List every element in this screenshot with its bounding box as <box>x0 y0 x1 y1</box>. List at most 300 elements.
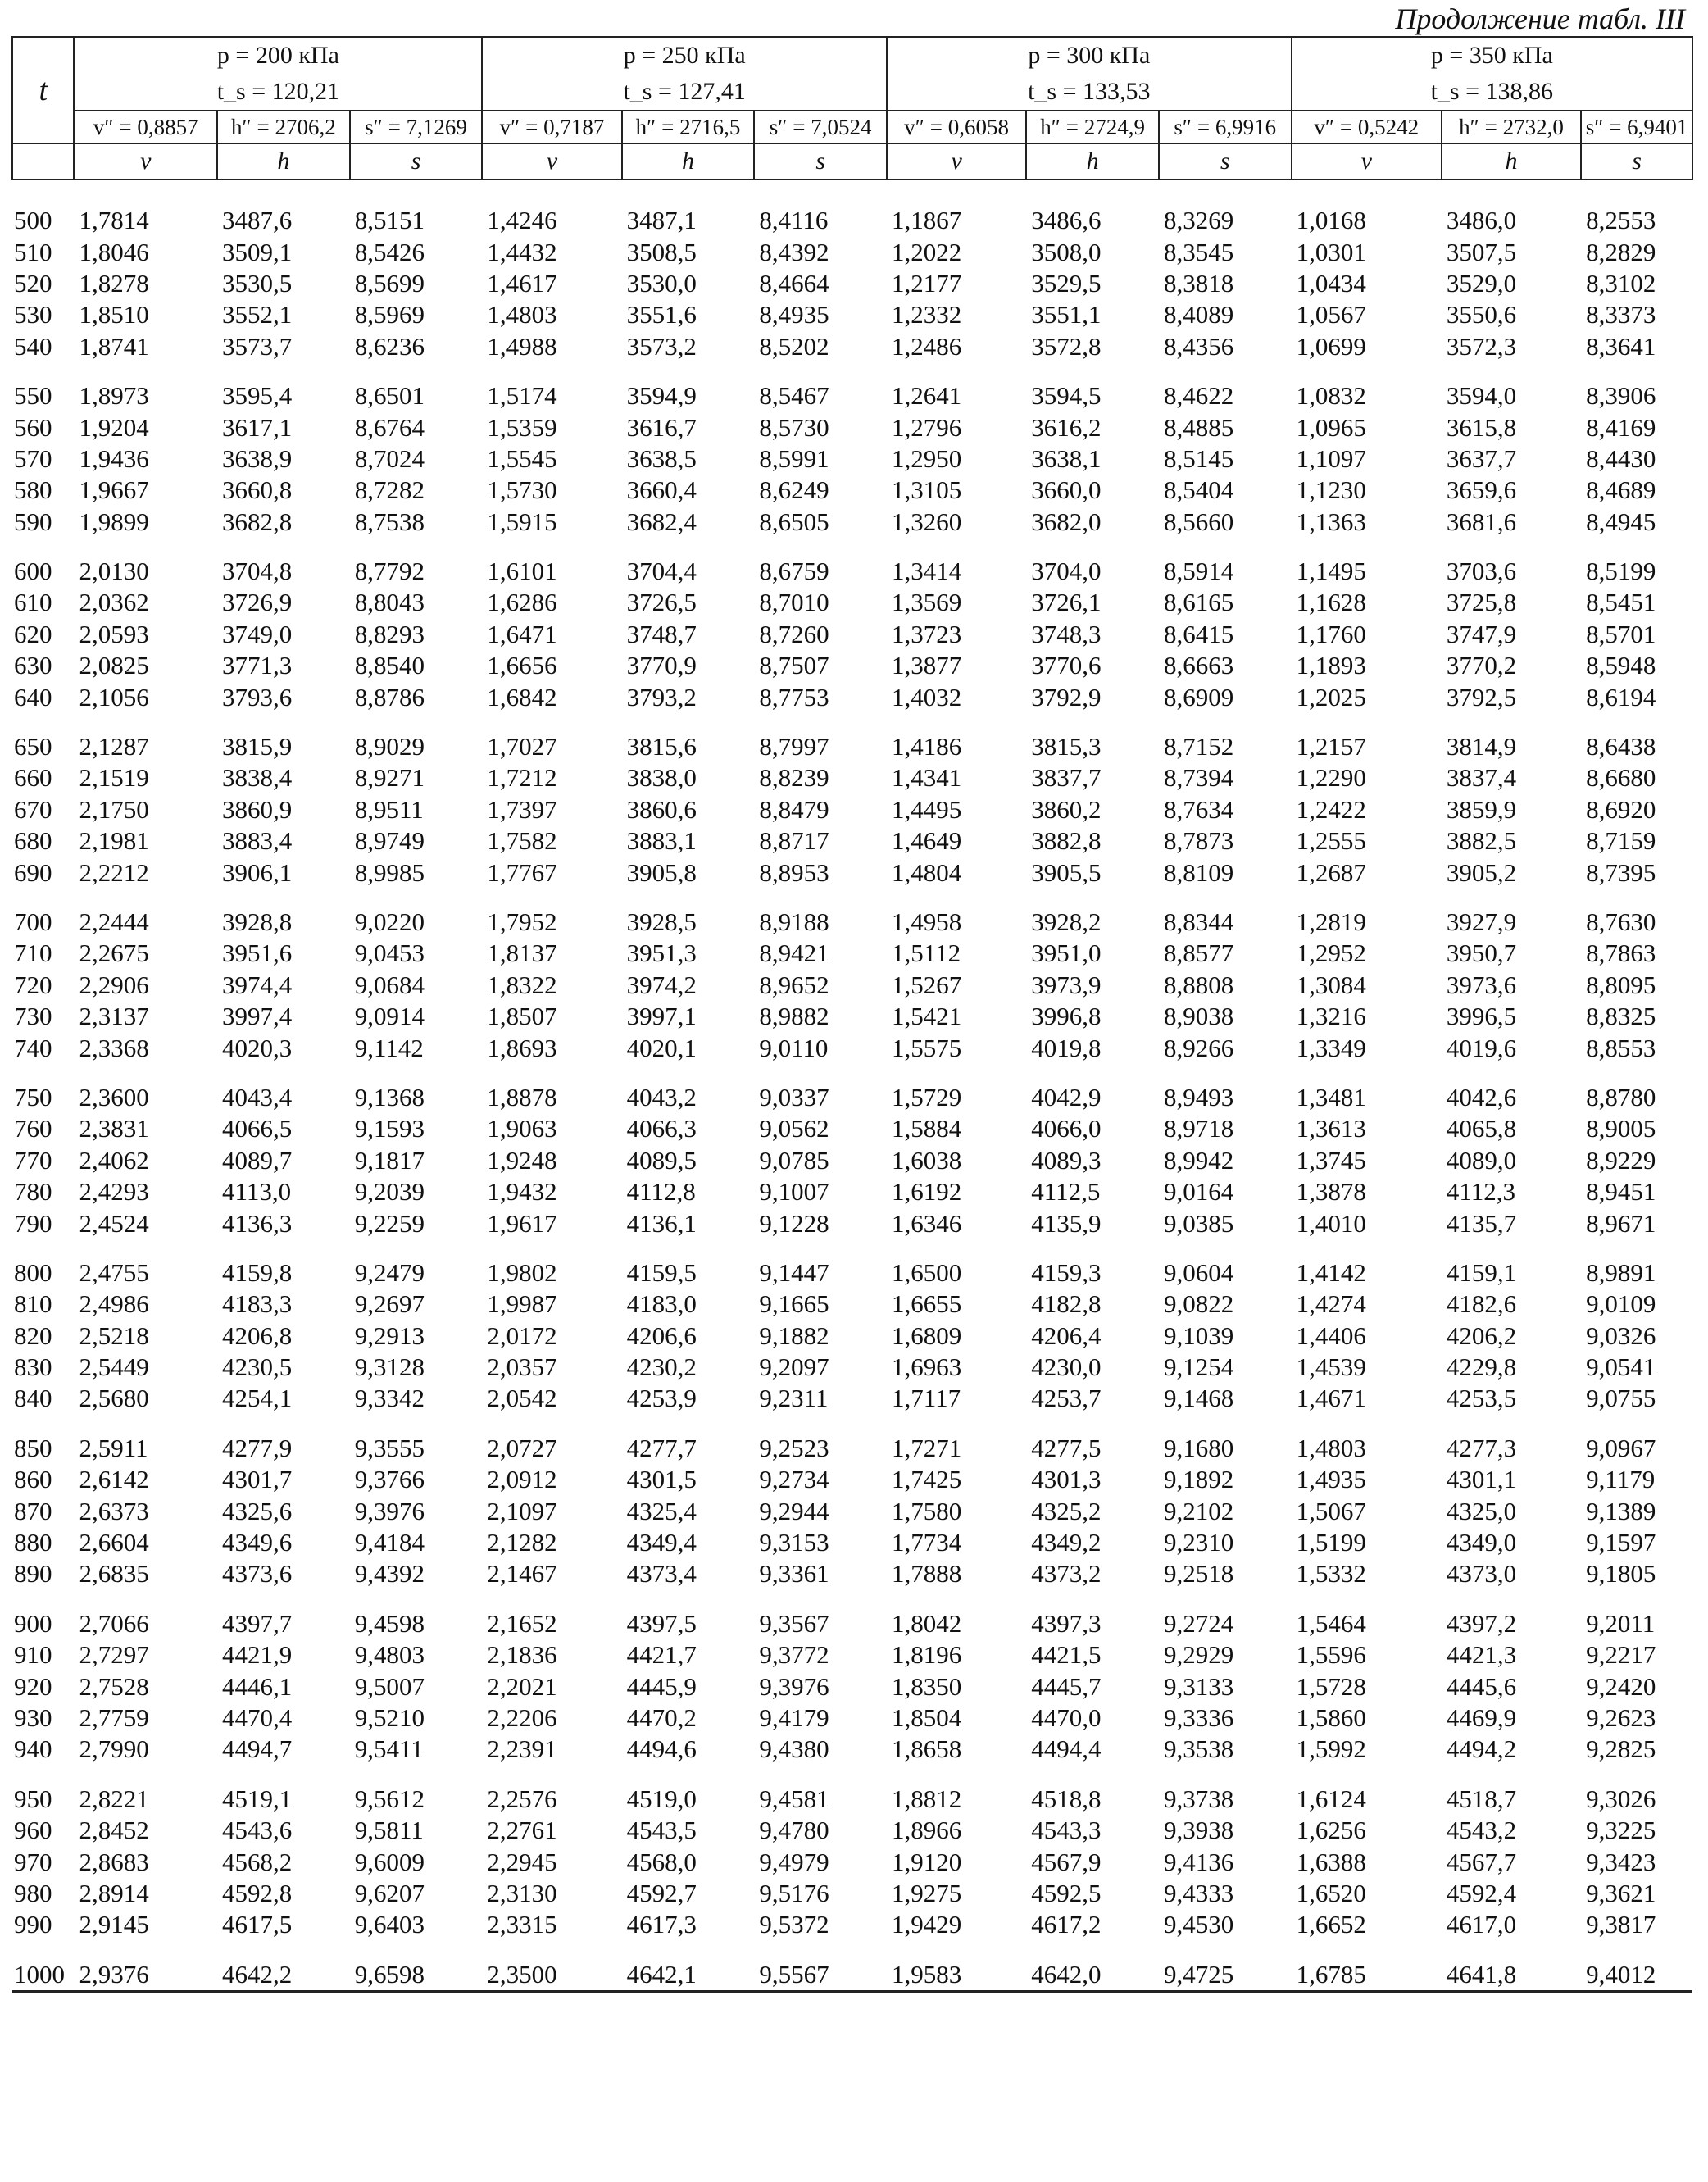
entropy-cell: 9,2259 <box>354 1208 425 1238</box>
table-row <box>12 1239 1692 1289</box>
volume-cell: 1,4617 <box>487 268 557 298</box>
volume-cell: 1,0832 <box>1296 381 1366 411</box>
entropy-cell: 8,9005 <box>1586 1114 1656 1143</box>
volume-cell: 1,5575 <box>892 1033 962 1062</box>
volume-cell: 1,1628 <box>1296 588 1366 617</box>
volume-cell: 1,2290 <box>1296 763 1366 793</box>
temperature-cell: 890 <box>14 1559 52 1589</box>
enthalpy-cell: 4065,8 <box>1446 1114 1517 1143</box>
table-row <box>12 650 1692 681</box>
entropy-cell: 8,7394 <box>1163 763 1234 793</box>
enthalpy-cell: 3551,6 <box>626 300 697 330</box>
enthalpy-cell: 3770,6 <box>1031 651 1102 680</box>
enthalpy-cell: 3703,6 <box>1446 557 1517 586</box>
entropy-cell: 8,3906 <box>1586 381 1656 411</box>
entropy-cell: 8,5202 <box>759 331 829 361</box>
pressure-header-200: p = 200 кПа <box>74 37 482 74</box>
volume-cell: 2,2021 <box>487 1671 557 1701</box>
entropy-cell: 8,7873 <box>1163 826 1234 856</box>
enthalpy-cell: 4349,6 <box>222 1528 293 1557</box>
entropy-cell: 9,5007 <box>354 1671 425 1701</box>
volume-cell: 1,8504 <box>892 1702 962 1732</box>
volume-cell: 1,4142 <box>1296 1257 1366 1287</box>
enthalpy-cell: 3793,6 <box>222 682 293 711</box>
table-header <box>12 37 1692 180</box>
entropy-cell: 9,3976 <box>354 1496 425 1525</box>
temperature-cell: 970 <box>14 1847 52 1876</box>
volume-cell: 1,1893 <box>1296 651 1366 680</box>
enthalpy-cell: 3815,9 <box>222 732 293 761</box>
sat-enthalpy-350: h″ = 2732,0 <box>1442 111 1581 143</box>
entropy-cell: 8,9671 <box>1586 1208 1656 1238</box>
volume-cell: 1,8966 <box>892 1816 962 1845</box>
volume-cell: 2,0727 <box>487 1433 557 1462</box>
volume-cell: 2,1750 <box>79 794 149 824</box>
volume-cell: 2,3831 <box>79 1114 149 1143</box>
enthalpy-cell: 3860,2 <box>1031 794 1102 824</box>
entropy-cell: 9,1882 <box>759 1321 829 1350</box>
enthalpy-cell: 3793,2 <box>626 682 697 711</box>
entropy-cell: 9,1389 <box>1586 1496 1656 1525</box>
temperature-cell: 930 <box>14 1702 52 1732</box>
enthalpy-cell: 4568,0 <box>626 1847 697 1876</box>
enthalpy-cell: 3905,5 <box>1031 857 1102 887</box>
entropy-cell: 9,1665 <box>759 1289 829 1319</box>
temperature-cell: 720 <box>14 970 52 999</box>
enthalpy-cell: 3838,4 <box>222 763 293 793</box>
entropy-cell: 8,3269 <box>1163 206 1234 235</box>
enthalpy-cell: 4519,1 <box>222 1784 293 1813</box>
volume-cell: 1,4010 <box>1296 1208 1366 1238</box>
entropy-cell: 8,5451 <box>1586 588 1656 617</box>
entropy-cell: 8,5660 <box>1163 507 1234 536</box>
volume-cell: 1,6124 <box>1296 1784 1366 1813</box>
volume-cell: 1,9429 <box>892 1910 962 1939</box>
volume-cell: 1,8741 <box>79 331 149 361</box>
table-row <box>12 762 1692 793</box>
entropy-cell: 8,8293 <box>354 619 425 648</box>
entropy-cell: 8,7997 <box>759 732 829 761</box>
enthalpy-cell: 4642,0 <box>1026 1941 1159 1992</box>
entropy-cell: 8,8553 <box>1586 1033 1656 1062</box>
entropy-cell: 9,2097 <box>759 1352 829 1382</box>
volume-cell: 1,7425 <box>892 1465 962 1494</box>
entropy-cell: 9,0337 <box>759 1082 829 1111</box>
entropy-cell: 8,6663 <box>1163 651 1234 680</box>
volume-cell: 1,9204 <box>79 412 149 442</box>
entropy-cell: 9,1593 <box>354 1114 425 1143</box>
entropy-cell: 9,1817 <box>354 1145 425 1175</box>
volume-cell: 2,6604 <box>79 1528 149 1557</box>
entropy-cell: 8,7260 <box>759 619 829 648</box>
enthalpy-cell: 4592,8 <box>222 1878 293 1907</box>
volume-cell: 1,5421 <box>892 1002 962 1031</box>
enthalpy-cell: 3837,4 <box>1446 763 1517 793</box>
enthalpy-cell: 4446,1 <box>222 1671 293 1701</box>
entropy-cell: 9,6009 <box>354 1847 425 1876</box>
enthalpy-cell: 3704,8 <box>222 557 293 586</box>
volume-cell: 1,6656 <box>487 651 557 680</box>
enthalpy-cell: 3530,0 <box>626 268 697 298</box>
enthalpy-cell: 3509,1 <box>222 237 293 266</box>
volume-cell: 2,2206 <box>487 1702 557 1732</box>
enthalpy-cell: 3704,4 <box>626 557 697 586</box>
volume-cell: 2,2576 <box>487 1784 557 1813</box>
volume-cell: 1,1867 <box>892 206 962 235</box>
entropy-cell: 9,4979 <box>759 1847 829 1876</box>
volume-cell: 1,6286 <box>487 588 557 617</box>
volume-cell: 2,6142 <box>79 1465 149 1494</box>
entropy-cell: 9,1680 <box>1163 1433 1234 1462</box>
entropy-cell: 8,5426 <box>354 237 425 266</box>
volume-cell: 2,0172 <box>487 1321 557 1350</box>
enthalpy-cell: 4301,5 <box>626 1465 697 1494</box>
enthalpy-cell: 4020,1 <box>626 1033 697 1062</box>
pressure-header-250: p = 250 кПа <box>482 37 887 74</box>
volume-cell: 2,4062 <box>79 1145 149 1175</box>
entropy-cell: 8,2829 <box>1586 237 1656 266</box>
entropy-cell: 9,4012 <box>1581 1941 1692 1992</box>
volume-cell: 2,0825 <box>79 651 149 680</box>
temperature-cell: 580 <box>14 475 52 505</box>
entropy-cell: 9,0822 <box>1163 1289 1234 1319</box>
sat-entropy-350: s″ = 6,9401 <box>1581 111 1692 143</box>
enthalpy-cell: 4470,4 <box>222 1702 293 1732</box>
enthalpy-cell: 4206,8 <box>222 1321 293 1350</box>
enthalpy-cell: 4066,0 <box>1031 1114 1102 1143</box>
entropy-cell: 8,6680 <box>1586 763 1656 793</box>
entropy-cell: 9,4179 <box>759 1702 829 1732</box>
sat-volume-250: v″ = 0,7187 <box>482 111 621 143</box>
table-row <box>12 1734 1692 1765</box>
table-row <box>12 1590 1692 1639</box>
entropy-cell: 9,4803 <box>354 1640 425 1670</box>
entropy-cell: 8,7010 <box>759 588 829 617</box>
sat-enthalpy-200: h″ = 2706,2 <box>217 111 350 143</box>
temperature-cell: 570 <box>14 443 52 473</box>
temperature-cell: 940 <box>14 1734 52 1764</box>
enthalpy-cell: 4519,0 <box>626 1784 697 1813</box>
entropy-cell: 9,4780 <box>759 1816 829 1845</box>
entropy-cell: 8,8109 <box>1163 857 1234 887</box>
entropy-cell: 8,5199 <box>1586 557 1656 586</box>
volume-cell: 2,1652 <box>487 1608 557 1638</box>
entropy-cell: 9,3153 <box>759 1528 829 1557</box>
enthalpy-cell: 4230,2 <box>626 1352 697 1382</box>
volume-cell: 1,2025 <box>1296 682 1366 711</box>
enthalpy-cell: 3486,6 <box>1031 206 1102 235</box>
column-header-v: v <box>887 143 1026 180</box>
volume-cell: 1,7767 <box>487 857 557 887</box>
entropy-cell: 8,5699 <box>354 268 425 298</box>
entropy-cell: 8,6920 <box>1586 794 1656 824</box>
table-row <box>12 1321 1692 1352</box>
enthalpy-cell: 4470,2 <box>626 1702 697 1732</box>
temperature-cell: 530 <box>14 300 52 330</box>
volume-cell: 2,0593 <box>79 619 149 648</box>
volume-cell: 1,0301 <box>1296 237 1366 266</box>
enthalpy-cell: 3529,5 <box>1031 268 1102 298</box>
entropy-cell: 9,0755 <box>1586 1384 1656 1413</box>
enthalpy-cell: 3594,5 <box>1031 381 1102 411</box>
enthalpy-cell: 4230,0 <box>1031 1352 1102 1382</box>
enthalpy-cell: 3617,1 <box>222 412 293 442</box>
volume-cell: 1,4935 <box>1296 1465 1366 1494</box>
volume-cell: 1,7888 <box>892 1559 962 1589</box>
entropy-cell: 8,9652 <box>759 970 829 999</box>
entropy-cell: 8,9271 <box>354 763 425 793</box>
entropy-cell: 9,2825 <box>1586 1734 1656 1764</box>
volume-cell: 1,5992 <box>1296 1734 1366 1764</box>
entropy-cell: 9,0914 <box>354 1002 425 1031</box>
volume-cell: 1,6101 <box>487 557 557 586</box>
entropy-cell: 9,5567 <box>754 1941 887 1992</box>
table-row <box>12 1846 1692 1877</box>
entropy-cell: 8,9891 <box>1586 1257 1656 1287</box>
enthalpy-cell: 3792,9 <box>1031 682 1102 711</box>
volume-cell: 1,7580 <box>892 1496 962 1525</box>
volume-cell: 1,8350 <box>892 1671 962 1701</box>
column-header-v: v <box>74 143 217 180</box>
enthalpy-cell: 4206,6 <box>626 1321 697 1350</box>
enthalpy-cell: 3973,6 <box>1446 970 1517 999</box>
entropy-cell: 9,5411 <box>354 1734 424 1764</box>
entropy-cell: 9,1805 <box>1586 1559 1656 1589</box>
entropy-cell: 9,0453 <box>354 939 425 968</box>
enthalpy-cell: 4325,6 <box>222 1496 293 1525</box>
enthalpy-cell: 4113,0 <box>222 1177 292 1207</box>
entropy-cell: 9,0164 <box>1163 1177 1234 1207</box>
entropy-cell: 8,4430 <box>1586 443 1656 473</box>
volume-cell: 1,5332 <box>1296 1559 1366 1589</box>
entropy-cell: 9,1597 <box>1586 1528 1656 1557</box>
volume-cell: 2,0912 <box>487 1465 557 1494</box>
entropy-cell: 9,1007 <box>759 1177 829 1207</box>
entropy-cell: 8,7538 <box>354 507 425 536</box>
enthalpy-cell: 4182,8 <box>1031 1289 1102 1319</box>
table-row <box>12 1671 1692 1702</box>
entropy-cell: 9,6207 <box>354 1878 425 1907</box>
entropy-cell: 9,3738 <box>1163 1784 1234 1813</box>
temperature-cell: 680 <box>14 826 52 856</box>
volume-cell: 1,3569 <box>892 588 962 617</box>
volume-cell: 2,3500 <box>482 1941 621 1992</box>
volume-cell: 1,2332 <box>892 300 962 330</box>
sat-volume-300: v″ = 0,6058 <box>887 111 1026 143</box>
entropy-cell: 8,8344 <box>1163 907 1234 936</box>
entropy-cell: 9,3538 <box>1163 1734 1234 1764</box>
entropy-cell: 9,0110 <box>759 1033 829 1062</box>
table-row <box>12 1383 1692 1414</box>
pressure-header-300: p = 300 кПа <box>887 37 1292 74</box>
entropy-cell: 8,9188 <box>759 907 829 936</box>
enthalpy-cell: 4642,2 <box>217 1941 350 1992</box>
enthalpy-cell: 3551,1 <box>1031 300 1102 330</box>
enthalpy-cell: 3749,0 <box>222 619 293 648</box>
table-row <box>12 1207 1692 1239</box>
temperature-cell: 520 <box>14 268 52 298</box>
volume-cell: 1,9583 <box>887 1941 1026 1992</box>
volume-cell: 1,8507 <box>487 1002 557 1031</box>
enthalpy-cell: 3725,8 <box>1446 588 1517 617</box>
volume-cell: 1,5884 <box>892 1114 962 1143</box>
temperature-cell: 980 <box>14 1878 52 1907</box>
volume-cell: 1,5174 <box>487 381 557 411</box>
entropy-cell: 8,3373 <box>1586 300 1656 330</box>
enthalpy-cell: 4617,2 <box>1031 1910 1102 1939</box>
enthalpy-cell: 3882,8 <box>1031 826 1102 856</box>
enthalpy-cell: 3859,9 <box>1446 794 1517 824</box>
temperature-cell: 630 <box>14 651 52 680</box>
entropy-cell: 8,9038 <box>1163 1002 1234 1031</box>
volume-cell: 1,2952 <box>1296 939 1366 968</box>
volume-cell: 2,0542 <box>487 1384 557 1413</box>
volume-cell: 1,7027 <box>487 732 557 761</box>
temperature-cell: 770 <box>14 1145 52 1175</box>
enthalpy-cell: 4494,6 <box>626 1734 697 1764</box>
enthalpy-cell: 3573,7 <box>222 331 293 361</box>
entropy-cell: 8,7024 <box>354 443 425 473</box>
volume-cell: 2,1519 <box>79 763 149 793</box>
entropy-cell: 8,7507 <box>759 651 829 680</box>
entropy-cell: 9,3342 <box>354 1384 425 1413</box>
enthalpy-cell: 4543,3 <box>1031 1816 1102 1845</box>
entropy-cell: 8,9749 <box>354 826 425 856</box>
volume-cell: 2,3600 <box>79 1082 149 1111</box>
entropy-cell: 9,1228 <box>759 1208 829 1238</box>
column-header-s: s <box>350 143 483 180</box>
entropy-cell: 8,8717 <box>759 826 829 856</box>
enthalpy-cell: 3682,0 <box>1031 507 1102 536</box>
entropy-cell: 9,2724 <box>1163 1608 1234 1638</box>
volume-cell: 2,5680 <box>79 1384 149 1413</box>
table-row <box>12 1032 1692 1063</box>
enthalpy-cell: 4518,7 <box>1446 1784 1517 1813</box>
entropy-cell: 8,9029 <box>354 732 425 761</box>
enthalpy-cell: 3997,1 <box>626 1002 697 1031</box>
entropy-cell: 8,5151 <box>354 206 425 235</box>
entropy-cell: 9,6403 <box>354 1910 425 1939</box>
volume-cell: 1,3723 <box>892 619 962 648</box>
volume-cell: 2,1467 <box>487 1559 557 1589</box>
enthalpy-cell: 4301,1 <box>1446 1465 1517 1494</box>
enthalpy-cell: 4325,0 <box>1446 1496 1517 1525</box>
entropy-cell: 9,2039 <box>354 1177 425 1207</box>
enthalpy-cell: 3616,2 <box>1031 412 1102 442</box>
enthalpy-cell: 4494,7 <box>222 1734 293 1764</box>
volume-cell: 2,8683 <box>79 1847 149 1876</box>
entropy-cell: 8,4356 <box>1163 331 1234 361</box>
volume-cell: 1,8278 <box>79 268 149 298</box>
entropy-cell: 9,3336 <box>1163 1702 1234 1732</box>
enthalpy-cell: 4617,0 <box>1446 1910 1517 1939</box>
volume-cell: 1,7271 <box>892 1433 962 1462</box>
entropy-cell: 9,3621 <box>1586 1878 1656 1907</box>
entropy-cell: 9,0967 <box>1586 1433 1656 1462</box>
enthalpy-cell: 3974,4 <box>222 970 293 999</box>
enthalpy-cell: 4043,2 <box>626 1082 697 1111</box>
enthalpy-cell: 3660,4 <box>626 475 697 505</box>
enthalpy-cell: 3974,2 <box>626 970 697 999</box>
enthalpy-cell: 3770,2 <box>1446 651 1517 680</box>
volume-cell: 2,2675 <box>79 939 149 968</box>
entropy-cell: 9,5811 <box>354 1816 424 1845</box>
volume-cell: 2,7990 <box>79 1734 149 1764</box>
volume-cell: 2,2212 <box>79 857 149 887</box>
volume-cell: 1,4958 <box>892 907 962 936</box>
volume-cell: 1,8693 <box>487 1033 557 1062</box>
table-row <box>12 1001 1692 1032</box>
entropy-cell: 8,5730 <box>759 412 829 442</box>
volume-cell: 1,3613 <box>1296 1114 1366 1143</box>
table-row <box>12 299 1692 330</box>
entropy-cell: 9,0385 <box>1163 1208 1234 1238</box>
entropy-cell: 8,3818 <box>1163 268 1234 298</box>
table-row <box>12 681 1692 712</box>
enthalpy-cell: 4421,3 <box>1446 1640 1517 1670</box>
entropy-cell: 8,7630 <box>1586 907 1656 936</box>
entropy-cell: 8,8786 <box>354 682 425 711</box>
column-header-s: s <box>1581 143 1692 180</box>
table-row <box>12 970 1692 1001</box>
entropy-cell: 9,4530 <box>1163 1910 1234 1939</box>
volume-cell: 2,8452 <box>79 1816 149 1845</box>
entropy-cell: 9,4333 <box>1163 1878 1234 1907</box>
enthalpy-cell: 3748,3 <box>1031 619 1102 648</box>
table-row <box>12 1289 1692 1320</box>
enthalpy-cell: 4421,7 <box>626 1640 697 1670</box>
entropy-cell: 9,3128 <box>354 1352 425 1382</box>
enthalpy-cell: 3928,8 <box>222 907 293 936</box>
volume-cell: 2,0362 <box>79 588 149 617</box>
enthalpy-cell: 3815,6 <box>626 732 697 761</box>
enthalpy-cell: 3883,1 <box>626 826 697 856</box>
volume-cell: 1,9275 <box>892 1878 962 1907</box>
enthalpy-cell: 4066,3 <box>626 1114 697 1143</box>
volume-cell: 1,1363 <box>1296 507 1366 536</box>
enthalpy-cell: 3973,9 <box>1031 970 1102 999</box>
enthalpy-cell: 3508,0 <box>1031 237 1102 266</box>
enthalpy-cell: 3660,8 <box>222 475 293 505</box>
volume-cell: 1,3260 <box>892 507 962 536</box>
table-row <box>12 1815 1692 1846</box>
volume-cell: 2,1097 <box>487 1496 557 1525</box>
volume-cell: 1,0699 <box>1296 331 1366 361</box>
temperature-cell: 810 <box>14 1289 52 1319</box>
enthalpy-cell: 3726,5 <box>626 588 697 617</box>
entropy-cell: 9,1447 <box>759 1257 829 1287</box>
volume-cell: 1,8196 <box>892 1640 962 1670</box>
volume-cell: 1,2022 <box>892 237 962 266</box>
enthalpy-cell: 3615,8 <box>1446 412 1517 442</box>
entropy-cell: 9,0326 <box>1586 1321 1656 1350</box>
enthalpy-cell: 4089,3 <box>1031 1145 1102 1175</box>
temperature-cell: 860 <box>14 1465 52 1494</box>
volume-cell: 1,6520 <box>1296 1878 1366 1907</box>
enthalpy-cell: 3530,5 <box>222 268 293 298</box>
entropy-cell: 9,0562 <box>759 1114 829 1143</box>
table-row <box>12 713 1692 762</box>
temperature-cell: 600 <box>14 557 52 586</box>
volume-cell: 1,2177 <box>892 268 962 298</box>
volume-cell: 2,9376 <box>74 1941 217 1992</box>
enthalpy-cell: 4373,6 <box>222 1559 293 1589</box>
volume-cell: 1,4988 <box>487 331 557 361</box>
enthalpy-cell: 3572,3 <box>1446 331 1517 361</box>
temperature-cell: 730 <box>14 1002 52 1031</box>
volume-cell: 1,6652 <box>1296 1910 1366 1939</box>
volume-cell: 1,6346 <box>892 1208 962 1238</box>
